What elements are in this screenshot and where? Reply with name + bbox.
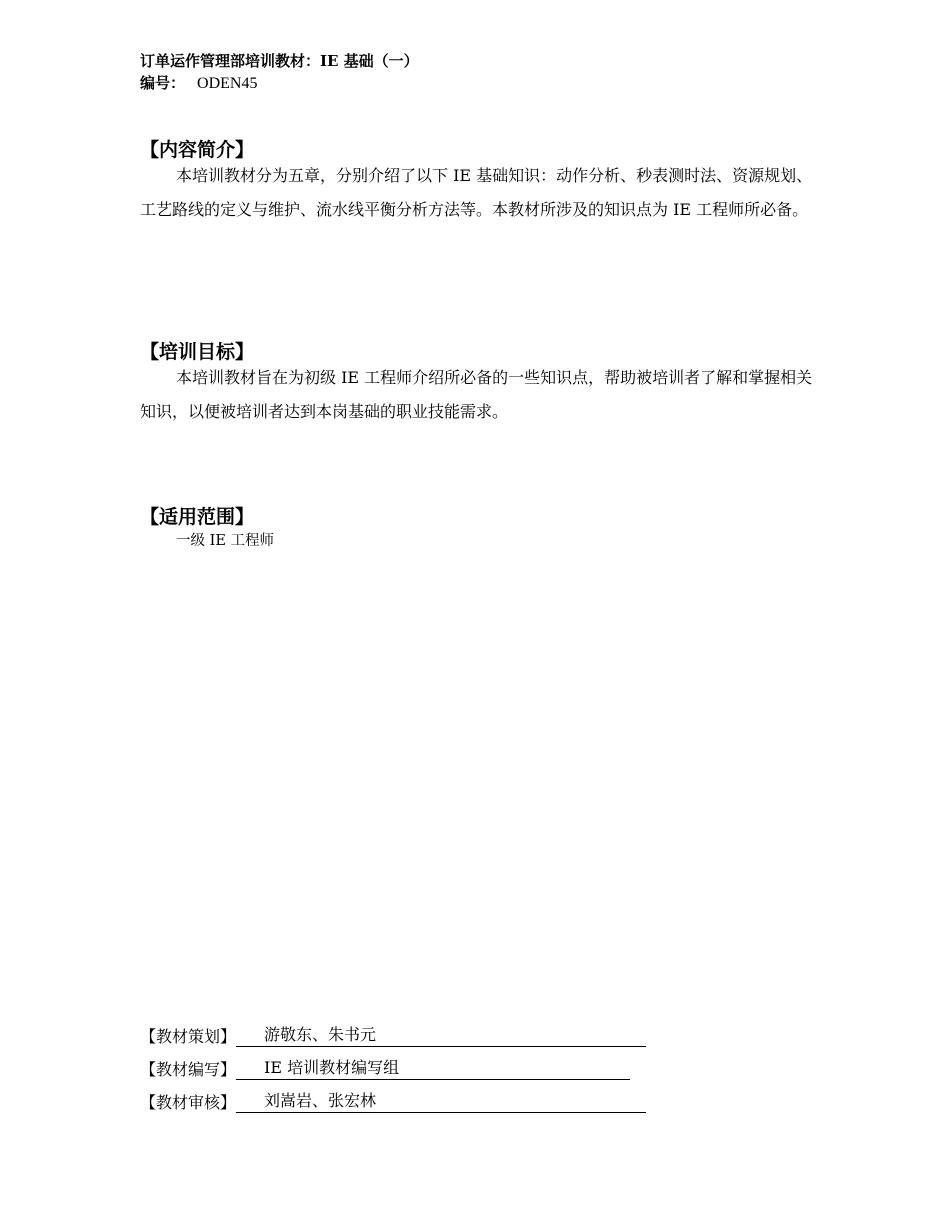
document-title: 订单运作管理部培训教材：IE 基础（一） bbox=[140, 52, 419, 70]
document-number bbox=[140, 72, 257, 95]
credit-value: IE 培训教材编写组 bbox=[236, 1057, 630, 1080]
credit-value: 游敬东、朱书元 bbox=[236, 1024, 646, 1047]
credit-row-writing bbox=[140, 1047, 646, 1080]
section-content-summary bbox=[140, 138, 820, 227]
credit-row-review bbox=[140, 1080, 646, 1113]
credits-block bbox=[140, 1014, 646, 1113]
credit-row-planning bbox=[140, 1014, 646, 1047]
document-number-label: 编号： bbox=[140, 74, 186, 92]
section-title: 【内容简介】 bbox=[140, 139, 255, 161]
section-body: 本培训教材旨在为初级 IE 工程师介绍所必备的一些知识点，帮助被培训者了解和掌握相关知识，以便被培训者达到本岗基础的职业技能需求。 bbox=[140, 368, 813, 421]
credit-label: 【教材编写】 bbox=[140, 1060, 237, 1079]
section-title: 【适用范围】 bbox=[140, 506, 255, 528]
section-title: 【培训目标】 bbox=[140, 341, 255, 363]
credit-label: 【教材策划】 bbox=[140, 1027, 237, 1046]
section-body: 本培训教材分为五章，分别介绍了以下 IE 基础知识：动作分析、秒表测时法、资源规划、工艺路线的定义与维护、流水线平衡分析方法等。本教材所涉及的知识点为 IE 工程师所必备。 bbox=[140, 166, 813, 219]
section-applicable-scope bbox=[140, 505, 820, 553]
credit-label: 【教材审核】 bbox=[140, 1093, 237, 1112]
section-body: 一级 IE 工程师 bbox=[176, 533, 275, 549]
credit-value: 刘嵩岩、张宏林 bbox=[236, 1090, 646, 1113]
document-number-value: ODEN45 bbox=[197, 75, 258, 92]
section-training-objective bbox=[140, 340, 820, 429]
